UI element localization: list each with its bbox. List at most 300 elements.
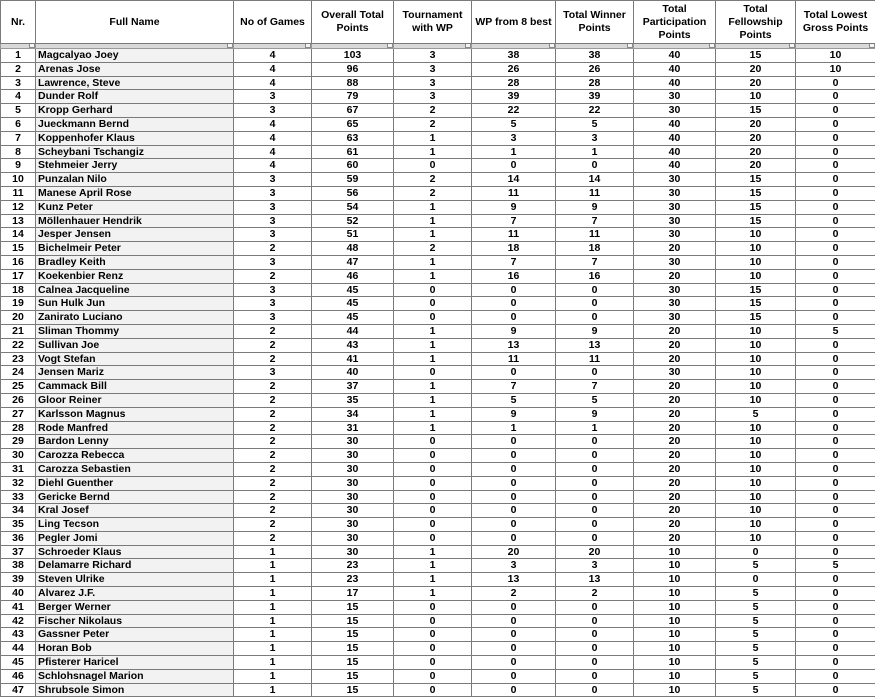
cell-total-participation-points[interactable]: 20 — [634, 490, 716, 504]
cell-overall-total-points[interactable]: 15 — [312, 600, 394, 614]
cell-total-fellowship-points[interactable]: 20 — [716, 159, 796, 173]
cell-total-participation-points[interactable]: 30 — [634, 297, 716, 311]
cell-nr[interactable]: 44 — [1, 642, 36, 656]
cell-overall-total-points[interactable]: 37 — [312, 380, 394, 394]
cell-total-fellowship-points[interactable]: 10 — [716, 476, 796, 490]
table-row[interactable] — [1, 228, 875, 242]
cell-total-participation-points[interactable]: 10 — [634, 614, 716, 628]
table-row[interactable] — [1, 131, 875, 145]
cell-wp-from-8-best[interactable]: 14 — [472, 173, 556, 187]
cell-total-lowest-gross-points[interactable]: 0 — [796, 490, 875, 504]
cell-overall-total-points[interactable]: 30 — [312, 531, 394, 545]
cell-tournament-with-wp[interactable]: 1 — [394, 587, 472, 601]
cell-total-fellowship-points[interactable]: 5 — [716, 587, 796, 601]
cell-full-name[interactable]: Gassner Peter — [36, 628, 234, 642]
cell-overall-total-points[interactable]: 41 — [312, 352, 394, 366]
cell-wp-from-8-best[interactable]: 13 — [472, 573, 556, 587]
cell-wp-from-8-best[interactable]: 18 — [472, 242, 556, 256]
cell-nr[interactable]: 30 — [1, 449, 36, 463]
cell-nr[interactable]: 34 — [1, 504, 36, 518]
cell-tournament-with-wp[interactable]: 1 — [394, 352, 472, 366]
cell-no-of-games[interactable]: 2 — [234, 269, 312, 283]
cell-tournament-with-wp[interactable]: 0 — [394, 683, 472, 697]
cell-no-of-games[interactable]: 3 — [234, 214, 312, 228]
cell-full-name[interactable]: Shrubsole Simon — [36, 683, 234, 697]
cell-total-participation-points[interactable]: 20 — [634, 393, 716, 407]
cell-total-lowest-gross-points[interactable]: 0 — [796, 186, 875, 200]
cell-no-of-games[interactable]: 2 — [234, 476, 312, 490]
cell-full-name[interactable]: Magcalyao Joey — [36, 49, 234, 63]
cell-full-name[interactable]: Schroeder Klaus — [36, 545, 234, 559]
cell-total-fellowship-points[interactable]: 5 — [716, 407, 796, 421]
cell-wp-from-8-best[interactable]: 0 — [472, 628, 556, 642]
cell-total-participation-points[interactable]: 20 — [634, 407, 716, 421]
cell-tournament-with-wp[interactable]: 2 — [394, 242, 472, 256]
cell-total-fellowship-points[interactable]: 10 — [716, 255, 796, 269]
cell-no-of-games[interactable]: 2 — [234, 393, 312, 407]
cell-wp-from-8-best[interactable]: 0 — [472, 614, 556, 628]
cell-total-fellowship-points[interactable]: 10 — [716, 228, 796, 242]
cell-overall-total-points[interactable]: 15 — [312, 669, 394, 683]
cell-total-winner-points[interactable]: 13 — [556, 338, 634, 352]
cell-total-participation-points[interactable]: 40 — [634, 76, 716, 90]
cell-no-of-games[interactable]: 3 — [234, 255, 312, 269]
cell-no-of-games[interactable]: 3 — [234, 366, 312, 380]
cell-no-of-games[interactable]: 1 — [234, 545, 312, 559]
cell-nr[interactable]: 12 — [1, 200, 36, 214]
cell-no-of-games[interactable]: 1 — [234, 600, 312, 614]
cell-overall-total-points[interactable]: 15 — [312, 683, 394, 697]
cell-nr[interactable]: 39 — [1, 573, 36, 587]
cell-tournament-with-wp[interactable]: 1 — [394, 545, 472, 559]
table-row[interactable] — [1, 614, 875, 628]
cell-nr[interactable]: 6 — [1, 117, 36, 131]
cell-wp-from-8-best[interactable]: 2 — [472, 587, 556, 601]
cell-tournament-with-wp[interactable]: 1 — [394, 200, 472, 214]
cell-overall-total-points[interactable]: 45 — [312, 297, 394, 311]
cell-wp-from-8-best[interactable]: 26 — [472, 62, 556, 76]
cell-total-lowest-gross-points[interactable]: 0 — [796, 545, 875, 559]
cell-total-lowest-gross-points[interactable]: 0 — [796, 90, 875, 104]
cell-wp-from-8-best[interactable]: 0 — [472, 297, 556, 311]
table-row[interactable] — [1, 62, 875, 76]
cell-tournament-with-wp[interactable]: 0 — [394, 614, 472, 628]
cell-no-of-games[interactable]: 4 — [234, 76, 312, 90]
table-row[interactable] — [1, 642, 875, 656]
cell-full-name[interactable]: Steven Ulrike — [36, 573, 234, 587]
cell-total-winner-points[interactable]: 0 — [556, 311, 634, 325]
table-row[interactable] — [1, 656, 875, 670]
cell-wp-from-8-best[interactable]: 0 — [472, 642, 556, 656]
cell-full-name[interactable]: Koekenbier Renz — [36, 269, 234, 283]
header-nr[interactable]: Nr. — [1, 1, 36, 44]
cell-total-fellowship-points[interactable]: 10 — [716, 435, 796, 449]
cell-total-lowest-gross-points[interactable]: 0 — [796, 518, 875, 532]
cell-total-participation-points[interactable]: 30 — [634, 104, 716, 118]
cell-total-winner-points[interactable]: 38 — [556, 49, 634, 63]
cell-wp-from-8-best[interactable]: 0 — [472, 283, 556, 297]
cell-total-lowest-gross-points[interactable]: 0 — [796, 76, 875, 90]
cell-wp-from-8-best[interactable]: 9 — [472, 324, 556, 338]
cell-full-name[interactable]: Karlsson Magnus — [36, 407, 234, 421]
cell-no-of-games[interactable]: 2 — [234, 407, 312, 421]
table-row[interactable] — [1, 214, 875, 228]
cell-total-lowest-gross-points[interactable]: 0 — [796, 352, 875, 366]
cell-nr[interactable]: 37 — [1, 545, 36, 559]
cell-full-name[interactable]: Bardon Lenny — [36, 435, 234, 449]
cell-total-lowest-gross-points[interactable]: 0 — [796, 297, 875, 311]
cell-total-winner-points[interactable]: 0 — [556, 669, 634, 683]
cell-overall-total-points[interactable]: 54 — [312, 200, 394, 214]
cell-tournament-with-wp[interactable]: 0 — [394, 159, 472, 173]
cell-total-winner-points[interactable]: 0 — [556, 366, 634, 380]
cell-full-name[interactable]: Cammack Bill — [36, 380, 234, 394]
header-no-of-games[interactable]: No of Games — [234, 1, 312, 44]
cell-total-winner-points[interactable]: 0 — [556, 449, 634, 463]
cell-overall-total-points[interactable]: 30 — [312, 518, 394, 532]
cell-wp-from-8-best[interactable]: 7 — [472, 380, 556, 394]
cell-overall-total-points[interactable]: 96 — [312, 62, 394, 76]
cell-total-lowest-gross-points[interactable]: 0 — [796, 476, 875, 490]
header-total-lowest-gross-points[interactable]: Total Lowest Gross Points — [796, 1, 875, 44]
table-row[interactable] — [1, 49, 875, 63]
cell-overall-total-points[interactable]: 103 — [312, 49, 394, 63]
cell-total-lowest-gross-points[interactable]: 0 — [796, 269, 875, 283]
cell-total-participation-points[interactable]: 40 — [634, 131, 716, 145]
cell-nr[interactable]: 8 — [1, 145, 36, 159]
cell-total-lowest-gross-points[interactable]: 0 — [796, 104, 875, 118]
cell-total-participation-points[interactable]: 30 — [634, 173, 716, 187]
cell-total-fellowship-points[interactable]: 5 — [716, 600, 796, 614]
filter-dropdown-icon[interactable] — [387, 44, 393, 49]
cell-total-lowest-gross-points[interactable]: 0 — [796, 228, 875, 242]
cell-no-of-games[interactable]: 4 — [234, 62, 312, 76]
table-row[interactable] — [1, 269, 875, 283]
cell-total-participation-points[interactable]: 20 — [634, 242, 716, 256]
table-row[interactable] — [1, 159, 875, 173]
table-row[interactable] — [1, 145, 875, 159]
table-row[interactable] — [1, 311, 875, 325]
cell-total-lowest-gross-points[interactable]: 0 — [796, 656, 875, 670]
cell-total-lowest-gross-points[interactable]: 0 — [796, 366, 875, 380]
cell-full-name[interactable]: Vogt Stefan — [36, 352, 234, 366]
cell-tournament-with-wp[interactable]: 0 — [394, 490, 472, 504]
table-row[interactable] — [1, 490, 875, 504]
cell-total-lowest-gross-points[interactable]: 0 — [796, 642, 875, 656]
cell-full-name[interactable]: Delamarre Richard — [36, 559, 234, 573]
cell-no-of-games[interactable]: 2 — [234, 338, 312, 352]
cell-total-lowest-gross-points[interactable]: 0 — [796, 435, 875, 449]
cell-full-name[interactable]: Schlohsnagel Marion — [36, 669, 234, 683]
cell-tournament-with-wp[interactable]: 0 — [394, 656, 472, 670]
cell-tournament-with-wp[interactable]: 2 — [394, 104, 472, 118]
cell-total-participation-points[interactable]: 30 — [634, 255, 716, 269]
cell-total-fellowship-points[interactable]: 15 — [716, 186, 796, 200]
cell-nr[interactable]: 19 — [1, 297, 36, 311]
cell-nr[interactable]: 21 — [1, 324, 36, 338]
cell-full-name[interactable]: Zanirato Luciano — [36, 311, 234, 325]
cell-tournament-with-wp[interactable]: 0 — [394, 518, 472, 532]
cell-no-of-games[interactable]: 1 — [234, 587, 312, 601]
cell-nr[interactable]: 33 — [1, 490, 36, 504]
filter-dropdown-icon[interactable] — [627, 44, 633, 49]
cell-total-participation-points[interactable]: 20 — [634, 380, 716, 394]
cell-total-lowest-gross-points[interactable]: 10 — [796, 49, 875, 63]
cell-wp-from-8-best[interactable]: 5 — [472, 117, 556, 131]
cell-full-name[interactable]: Berger Werner — [36, 600, 234, 614]
filter-dropdown-icon[interactable] — [789, 44, 795, 49]
cell-total-participation-points[interactable]: 20 — [634, 352, 716, 366]
cell-full-name[interactable]: Gloor Reiner — [36, 393, 234, 407]
cell-nr[interactable]: 43 — [1, 628, 36, 642]
cell-wp-from-8-best[interactable]: 0 — [472, 490, 556, 504]
cell-total-participation-points[interactable]: 20 — [634, 421, 716, 435]
cell-total-fellowship-points[interactable]: 5 — [716, 614, 796, 628]
table-row[interactable] — [1, 559, 875, 573]
cell-tournament-with-wp[interactable]: 1 — [394, 228, 472, 242]
cell-total-winner-points[interactable]: 0 — [556, 628, 634, 642]
cell-total-lowest-gross-points[interactable]: 0 — [796, 393, 875, 407]
cell-total-fellowship-points[interactable]: 20 — [716, 145, 796, 159]
cell-overall-total-points[interactable]: 44 — [312, 324, 394, 338]
cell-nr[interactable]: 26 — [1, 393, 36, 407]
cell-no-of-games[interactable]: 2 — [234, 490, 312, 504]
table-row[interactable] — [1, 628, 875, 642]
cell-total-fellowship-points[interactable]: 10 — [716, 380, 796, 394]
cell-tournament-with-wp[interactable]: 1 — [394, 559, 472, 573]
cell-total-fellowship-points[interactable]: 15 — [716, 311, 796, 325]
cell-total-fellowship-points[interactable]: 5 — [716, 642, 796, 656]
cell-wp-from-8-best[interactable]: 11 — [472, 228, 556, 242]
cell-wp-from-8-best[interactable]: 5 — [472, 393, 556, 407]
cell-full-name[interactable]: Punzalan Nilo — [36, 173, 234, 187]
cell-total-fellowship-points[interactable]: 5 — [716, 559, 796, 573]
cell-nr[interactable]: 1 — [1, 49, 36, 63]
cell-total-lowest-gross-points[interactable]: 5 — [796, 559, 875, 573]
cell-full-name[interactable]: Kral Josef — [36, 504, 234, 518]
cell-nr[interactable]: 5 — [1, 104, 36, 118]
table-row[interactable] — [1, 449, 875, 463]
cell-overall-total-points[interactable]: 23 — [312, 559, 394, 573]
cell-tournament-with-wp[interactable]: 1 — [394, 338, 472, 352]
cell-overall-total-points[interactable]: 63 — [312, 131, 394, 145]
cell-total-lowest-gross-points[interactable]: 0 — [796, 587, 875, 601]
cell-nr[interactable]: 2 — [1, 62, 36, 76]
cell-total-winner-points[interactable]: 0 — [556, 504, 634, 518]
cell-overall-total-points[interactable]: 79 — [312, 90, 394, 104]
cell-total-fellowship-points[interactable]: 20 — [716, 117, 796, 131]
cell-total-lowest-gross-points[interactable]: 0 — [796, 283, 875, 297]
cell-full-name[interactable]: Pegler Jomi — [36, 531, 234, 545]
cell-nr[interactable]: 24 — [1, 366, 36, 380]
cell-full-name[interactable]: Pfisterer Haricel — [36, 656, 234, 670]
filter-dropdown-icon[interactable] — [227, 44, 233, 49]
cell-total-fellowship-points[interactable]: 10 — [716, 462, 796, 476]
cell-no-of-games[interactable]: 3 — [234, 104, 312, 118]
cell-nr[interactable]: 25 — [1, 380, 36, 394]
cell-total-winner-points[interactable]: 0 — [556, 159, 634, 173]
cell-total-fellowship-points[interactable]: 10 — [716, 421, 796, 435]
cell-no-of-games[interactable]: 3 — [234, 173, 312, 187]
cell-nr[interactable]: 17 — [1, 269, 36, 283]
cell-total-participation-points[interactable]: 20 — [634, 435, 716, 449]
cell-tournament-with-wp[interactable]: 0 — [394, 642, 472, 656]
cell-total-lowest-gross-points[interactable]: 0 — [796, 242, 875, 256]
cell-total-fellowship-points[interactable]: 5 — [716, 669, 796, 683]
header-tournament-with-wp[interactable]: Tournament with WP — [394, 1, 472, 44]
cell-tournament-with-wp[interactable]: 2 — [394, 186, 472, 200]
table-row[interactable] — [1, 366, 875, 380]
cell-no-of-games[interactable]: 4 — [234, 49, 312, 63]
cell-overall-total-points[interactable]: 52 — [312, 214, 394, 228]
cell-no-of-games[interactable]: 3 — [234, 90, 312, 104]
cell-total-participation-points[interactable]: 30 — [634, 311, 716, 325]
cell-full-name[interactable]: Fischer Nikolaus — [36, 614, 234, 628]
cell-overall-total-points[interactable]: 15 — [312, 656, 394, 670]
cell-full-name[interactable]: Jesper Jensen — [36, 228, 234, 242]
cell-total-winner-points[interactable]: 7 — [556, 214, 634, 228]
cell-wp-from-8-best[interactable]: 0 — [472, 311, 556, 325]
cell-nr[interactable]: 11 — [1, 186, 36, 200]
cell-total-winner-points[interactable]: 11 — [556, 186, 634, 200]
cell-total-winner-points[interactable]: 0 — [556, 600, 634, 614]
cell-total-lowest-gross-points[interactable]: 0 — [796, 159, 875, 173]
cell-overall-total-points[interactable]: 17 — [312, 587, 394, 601]
cell-tournament-with-wp[interactable]: 0 — [394, 297, 472, 311]
cell-tournament-with-wp[interactable]: 1 — [394, 393, 472, 407]
cell-total-winner-points[interactable]: 13 — [556, 573, 634, 587]
cell-tournament-with-wp[interactable]: 0 — [394, 366, 472, 380]
cell-total-lowest-gross-points[interactable]: 0 — [796, 255, 875, 269]
cell-nr[interactable]: 36 — [1, 531, 36, 545]
cell-tournament-with-wp[interactable]: 0 — [394, 476, 472, 490]
cell-wp-from-8-best[interactable]: 1 — [472, 421, 556, 435]
cell-total-winner-points[interactable]: 0 — [556, 656, 634, 670]
cell-wp-from-8-best[interactable]: 0 — [472, 669, 556, 683]
cell-wp-from-8-best[interactable]: 0 — [472, 683, 556, 697]
cell-total-winner-points[interactable]: 5 — [556, 117, 634, 131]
cell-full-name[interactable]: Diehl Guenther — [36, 476, 234, 490]
cell-total-participation-points[interactable]: 10 — [634, 628, 716, 642]
cell-total-participation-points[interactable]: 20 — [634, 269, 716, 283]
cell-full-name[interactable]: Jueckmann Bernd — [36, 117, 234, 131]
cell-tournament-with-wp[interactable]: 1 — [394, 380, 472, 394]
header-total-participation-points[interactable]: Total Participation Points — [634, 1, 716, 44]
cell-total-winner-points[interactable]: 0 — [556, 614, 634, 628]
table-row[interactable] — [1, 600, 875, 614]
cell-overall-total-points[interactable]: 47 — [312, 255, 394, 269]
cell-total-winner-points[interactable]: 1 — [556, 421, 634, 435]
cell-wp-from-8-best[interactable]: 9 — [472, 407, 556, 421]
cell-no-of-games[interactable]: 2 — [234, 380, 312, 394]
header-full-name[interactable]: Full Name — [36, 1, 234, 44]
cell-no-of-games[interactable]: 2 — [234, 531, 312, 545]
cell-overall-total-points[interactable]: 40 — [312, 366, 394, 380]
cell-no-of-games[interactable]: 3 — [234, 200, 312, 214]
cell-full-name[interactable]: Bradley Keith — [36, 255, 234, 269]
cell-nr[interactable]: 45 — [1, 656, 36, 670]
cell-total-participation-points[interactable]: 40 — [634, 159, 716, 173]
cell-full-name[interactable]: Horan Bob — [36, 642, 234, 656]
cell-full-name[interactable]: Alvarez J.F. — [36, 587, 234, 601]
cell-total-fellowship-points[interactable]: 10 — [716, 324, 796, 338]
cell-total-fellowship-points[interactable]: 15 — [716, 200, 796, 214]
cell-overall-total-points[interactable]: 34 — [312, 407, 394, 421]
cell-no-of-games[interactable]: 3 — [234, 186, 312, 200]
table-row[interactable] — [1, 669, 875, 683]
cell-no-of-games[interactable]: 1 — [234, 559, 312, 573]
cell-tournament-with-wp[interactable]: 1 — [394, 421, 472, 435]
table-row[interactable] — [1, 587, 875, 601]
cell-no-of-games[interactable]: 1 — [234, 683, 312, 697]
cell-no-of-games[interactable]: 2 — [234, 449, 312, 463]
cell-full-name[interactable]: Bichelmeir Peter — [36, 242, 234, 256]
cell-total-winner-points[interactable]: 0 — [556, 490, 634, 504]
cell-total-lowest-gross-points[interactable]: 0 — [796, 531, 875, 545]
cell-total-winner-points[interactable]: 0 — [556, 462, 634, 476]
cell-total-winner-points[interactable]: 0 — [556, 283, 634, 297]
cell-overall-total-points[interactable]: 30 — [312, 476, 394, 490]
cell-no-of-games[interactable]: 1 — [234, 669, 312, 683]
table-row[interactable] — [1, 297, 875, 311]
cell-wp-from-8-best[interactable]: 39 — [472, 90, 556, 104]
cell-total-fellowship-points[interactable]: 10 — [716, 242, 796, 256]
cell-total-participation-points[interactable]: 10 — [634, 573, 716, 587]
cell-total-winner-points[interactable]: 11 — [556, 352, 634, 366]
cell-overall-total-points[interactable]: 88 — [312, 76, 394, 90]
cell-total-fellowship-points[interactable]: 10 — [716, 393, 796, 407]
cell-total-lowest-gross-points[interactable]: 0 — [796, 449, 875, 463]
cell-total-winner-points[interactable]: 0 — [556, 435, 634, 449]
cell-tournament-with-wp[interactable]: 0 — [394, 504, 472, 518]
cell-total-lowest-gross-points[interactable]: 0 — [796, 573, 875, 587]
cell-no-of-games[interactable]: 4 — [234, 159, 312, 173]
cell-overall-total-points[interactable]: 15 — [312, 642, 394, 656]
table-row[interactable] — [1, 531, 875, 545]
cell-total-participation-points[interactable]: 10 — [634, 587, 716, 601]
cell-total-participation-points[interactable]: 10 — [634, 600, 716, 614]
cell-nr[interactable]: 41 — [1, 600, 36, 614]
cell-overall-total-points[interactable]: 45 — [312, 283, 394, 297]
cell-nr[interactable]: 35 — [1, 518, 36, 532]
cell-tournament-with-wp[interactable]: 3 — [394, 90, 472, 104]
cell-total-lowest-gross-points[interactable]: 0 — [796, 683, 875, 697]
cell-total-lowest-gross-points[interactable]: 5 — [796, 324, 875, 338]
cell-wp-from-8-best[interactable]: 0 — [472, 435, 556, 449]
cell-full-name[interactable]: Arenas Jose — [36, 62, 234, 76]
cell-total-participation-points[interactable]: 30 — [634, 228, 716, 242]
cell-overall-total-points[interactable]: 23 — [312, 573, 394, 587]
cell-full-name[interactable]: Stehmeier Jerry — [36, 159, 234, 173]
cell-no-of-games[interactable]: 2 — [234, 352, 312, 366]
cell-nr[interactable]: 15 — [1, 242, 36, 256]
cell-no-of-games[interactable]: 3 — [234, 283, 312, 297]
cell-total-fellowship-points[interactable]: 15 — [716, 49, 796, 63]
cell-total-winner-points[interactable]: 3 — [556, 131, 634, 145]
table-row[interactable] — [1, 380, 875, 394]
cell-nr[interactable]: 38 — [1, 559, 36, 573]
cell-total-fellowship-points[interactable]: 10 — [716, 531, 796, 545]
cell-full-name[interactable]: Sliman Thommy — [36, 324, 234, 338]
cell-total-fellowship-points[interactable]: 5 — [716, 628, 796, 642]
cell-nr[interactable]: 7 — [1, 131, 36, 145]
cell-total-winner-points[interactable]: 2 — [556, 587, 634, 601]
cell-tournament-with-wp[interactable]: 0 — [394, 531, 472, 545]
cell-total-participation-points[interactable]: 20 — [634, 324, 716, 338]
table-row[interactable] — [1, 186, 875, 200]
cell-total-lowest-gross-points[interactable]: 0 — [796, 669, 875, 683]
cell-tournament-with-wp[interactable]: 1 — [394, 255, 472, 269]
